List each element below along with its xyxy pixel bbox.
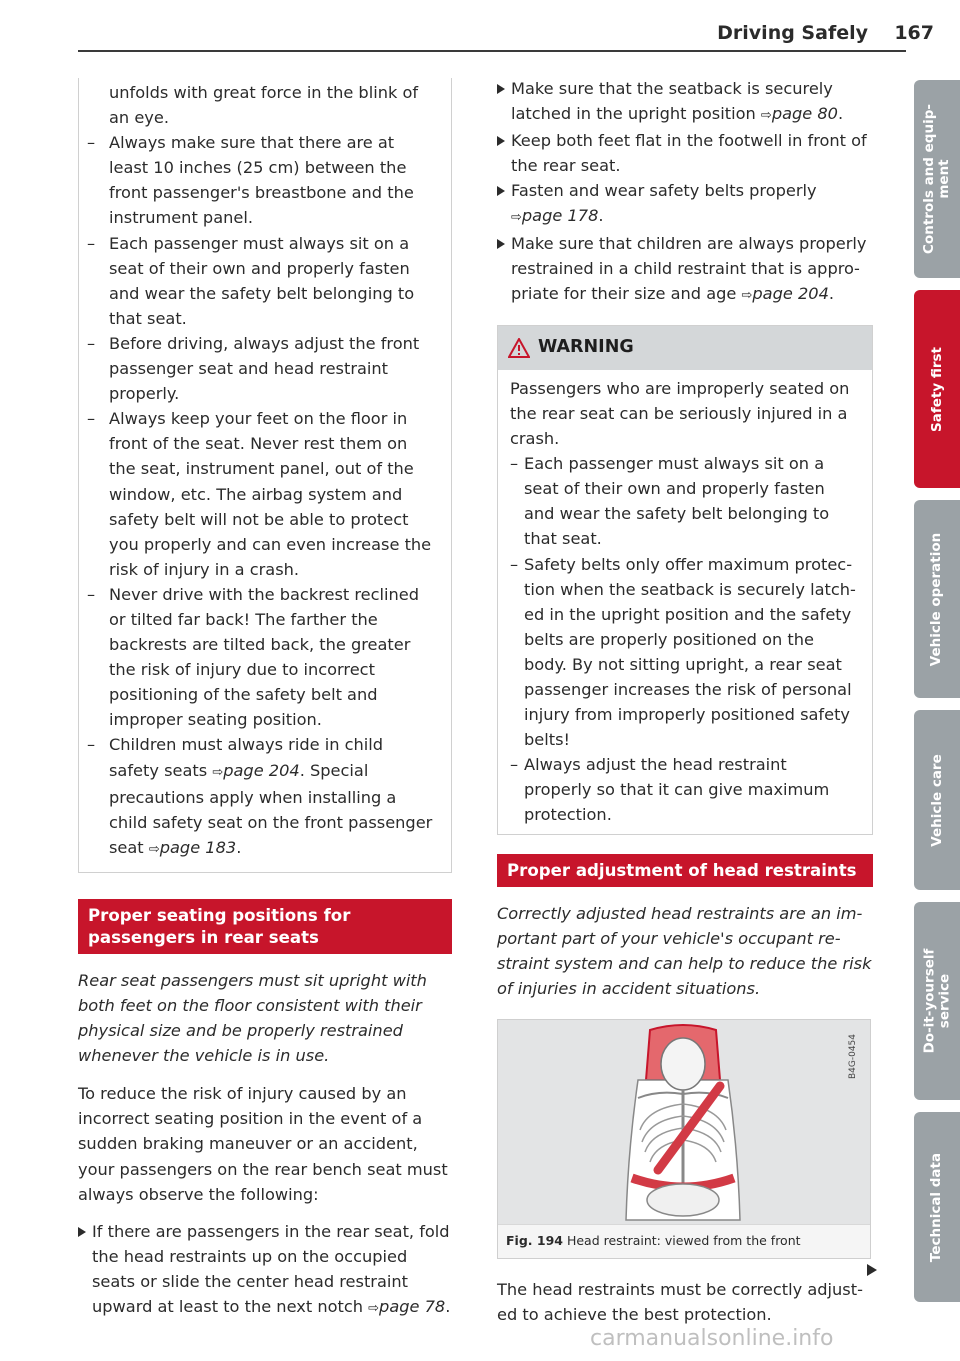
warning-item-child-seats: – Children must always ride in child safety seats ⇨page 204. Special precautions apply when installing a child safety seat on the front passenger seat ⇨page 183. [87, 732, 435, 861]
cross-reference-arrow-icon: ⇨ [741, 287, 753, 303]
header-rule [78, 50, 906, 52]
cross-reference-arrow-icon: ⇨ [760, 108, 772, 124]
warning-header [498, 326, 872, 370]
figure-194 [497, 1019, 871, 1259]
warning-item: – Always keep your feet on the floor in front of the seat. Never rest them on the seat, instrument panel, out of the window, etc. The airbag system and safety belt will not be able to protect you properly and can even increase the risk of injury in a crash. [87, 406, 435, 582]
tab-safety-first[interactable] [914, 290, 960, 488]
bullet-item: Fasten and wear safety belts properly ⇨page 178. [497, 178, 873, 230]
warning-triangle-icon [508, 338, 530, 358]
page-reference-link[interactable]: page 178 [521, 206, 599, 226]
closing-paragraph: The head restraints must be correctly adjusted to achieve the best protection. [497, 1279, 863, 1324]
head-restraint-illustration [498, 1020, 870, 1224]
warning-continuation-box [78, 78, 452, 873]
cross-reference-arrow-icon: ⇨ [511, 210, 522, 226]
left-column [78, 78, 452, 1321]
tab-vehicle-care[interactable] [914, 710, 960, 890]
watermark: carmanualsonline.info [590, 1326, 834, 1351]
bullet-item: If there are passengers in the rear seat, fold the head restraints up on the occupied seats or slide the center head restraint upward at least to the next notch ⇨page 78. [78, 1219, 452, 1321]
tab-controls-and-equipment[interactable] [914, 80, 960, 278]
warning-title: WARNING [538, 337, 634, 358]
page-reference-link[interactable]: page 80 [771, 104, 838, 124]
cross-reference-arrow-icon: ⇨ [212, 764, 224, 780]
cross-reference-arrow-icon: ⇨ [368, 1301, 380, 1317]
warning-item: – Each passenger must always sit on a seat of their own and properly fasten and wear the safety belt belonging to that seat. [87, 231, 435, 331]
section-intro: Rear seat passengers must sit upright with both feet on the floor consistent with their physical size and be properly restrained whenever the vehicle is in use. [78, 970, 427, 1066]
bullet-item: Keep both feet flat in the footwell in front of the rear seat. [497, 128, 873, 178]
page-reference-link[interactable]: page 204 [752, 283, 829, 303]
continuation-text: unfolds with great force in the blink of an eye. [109, 83, 419, 128]
tab-label: Do-it-yourself service [921, 948, 952, 1054]
warning-item: – Never drive with the backrest reclined or tilted far back! The farther the backrests are tilted back, the greater the risk of injury due to incorrect positioning of the safety belt and improper seating position. [87, 582, 435, 733]
continued-arrow-icon [867, 1264, 877, 1276]
tab-technical-data[interactable] [914, 1112, 960, 1302]
section-heading-rear-seats: Proper seating positions for passengers in rear seats [78, 899, 452, 954]
page-reference-link[interactable]: page 78 [379, 1297, 446, 1317]
tab-label: Technical data [928, 1152, 945, 1262]
warning-item: – Safety belts only offer maximum protection when the seatback is securely latched in the upright position and the safety belts are properly positioned on the body. By not sitting upright, a rear seat passenger increases the risk of personal injury from improperly positioned safety belts! [510, 552, 856, 753]
section-intro: Correctly adjusted head restraints are an important part of your vehicle's occupant restraint system and can help to reduce the risk of injuries in accident situations. [497, 903, 872, 998]
tab-label: Vehicle operation [928, 532, 945, 666]
page-reference-link[interactable]: page 183 [159, 837, 237, 857]
section-heading-head-restraints: Proper adjustment of head restraints [497, 854, 873, 887]
tab-do-it-yourself-service[interactable] [914, 902, 960, 1100]
right-column [497, 76, 873, 1339]
running-header-title: Driving Safely [717, 22, 868, 44]
body-paragraph: To reduce the risk of injury caused by an incorrect seating position in the event of a sudden braking maneuver or an accident, your passengers on the rear bench seat must always observe the following: [78, 1084, 448, 1204]
tab-vehicle-operation[interactable] [914, 500, 960, 698]
warning-item: – Before driving, always adjust the front passenger seat and head restraint properly. [87, 331, 435, 406]
warning-item: – Each passenger must always sit on a seat of their own and properly fasten and wear the safety belt belonging to that seat. [510, 451, 856, 551]
warning-item: – Always make sure that there are at least 10 inches (25 cm) between the front passenger's breastbone and the instrument panel. [87, 130, 435, 230]
warning-box [497, 325, 873, 835]
occupant-skeleton-illustration [498, 1020, 868, 1224]
figure-code: B4G-0454 [847, 1033, 858, 1079]
tab-label: Vehicle care [928, 753, 945, 847]
tab-label: Safety first [928, 346, 945, 432]
warning-intro: Passengers who are improperly seated on the rear seat can be seriously injured in a crash. [510, 378, 850, 449]
page-reference-link[interactable]: page 204 [223, 760, 300, 780]
warning-body [498, 370, 872, 834]
figure-caption: Fig. 194 Head restraint: viewed from the front [498, 1224, 870, 1258]
cross-reference-arrow-icon: ⇨ [148, 841, 160, 857]
page-number: 167 [894, 22, 934, 44]
bullet-item: Make sure that children are always properly restrained in a child restraint that is appropriate for their size and age ⇨page 204. [497, 231, 873, 308]
bullet-item: Make sure that the seatback is securely latched in the upright position ⇨page 80. [497, 76, 873, 128]
tab-label: Controls and equip- ment [921, 104, 953, 254]
warning-item: – Always adjust the head restraint properly so that it can give maximum protection. [510, 752, 856, 827]
